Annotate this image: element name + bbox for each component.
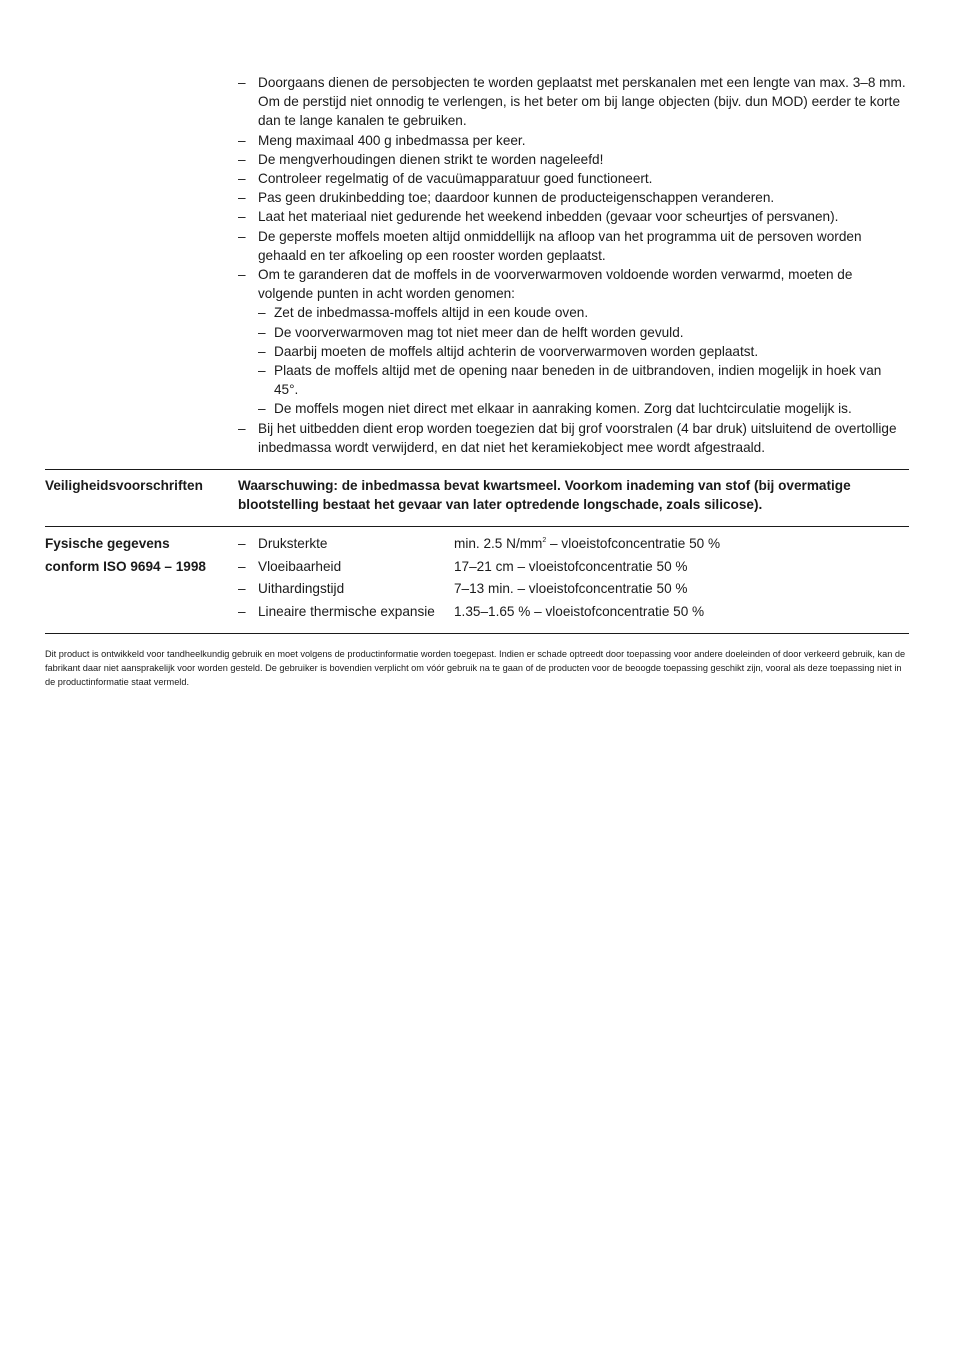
list-item: – Om te garanderen dat de moffels in de voorverwarmoven voldoende worden verwarmd, moeten de volgende punten in acht worden genomen: – Zet de inbedmassa-moffels altijd in een koude oven. – De voorverwarmoven mag tot niet meer dan de helft worden gevuld. – Daarbij moeten de moffels altijd achterin de voorverwarmoven worden geplaatst. – Plaats de moffels altijd met de opening naar beneden in de uitbrandoven, indien mogelijk in hoek van 45°. – De moffels mogen niet direct met elkaar in aanraking komen. Zorg dat luchtcirculatie mogelijk is. xyxy=(238,265,909,419)
list-item: – De geperste moffels moeten altijd onmiddellijk na afloop van het programma uit de persoven worden gehaald en ter afkoeling op een rooster worden geplaatst. xyxy=(238,228,862,263)
list-item: – Doorgaans dienen de persobjecten te worden geplaatst met perskanalen met een lengte van max. 3–8 mm. Om de perstijd niet onnodig te verlengen, is het beter om bij lange objecten (bijv. dun MOD) eerder te korte dan te lange kanalen te gebruiken. xyxy=(238,75,906,129)
property-row: – Vloeibaarheid 17–21 cm – vloeistofconcentratie 50 % xyxy=(238,556,909,578)
property-value: 1.35–1.65 % – vloeistofconcentratie 50 % xyxy=(454,603,705,619)
instruction-list xyxy=(238,73,909,457)
property-row: – Lineaire thermische expansie 1.35–1.65 % – vloeistofconcentratie 50 % xyxy=(238,601,909,623)
property-value: min. 2.5 $N/mm^2$ – vloeistofconcentratie 50 % xyxy=(454,536,721,552)
document-page xyxy=(45,73,909,689)
list-item: – Pas geen drukinbedding toe; daardoor kunnen de producteigenschappen veranderen. xyxy=(238,190,775,206)
list-item: – Controleer regelmatig of de vacuümapparatuur goed functioneert. xyxy=(238,171,653,187)
safety-label: Veiligheidsvoorschriften xyxy=(45,478,203,494)
property-row: – Uithardingstijd 7–13 min. – vloeistofconcentratie 50 % xyxy=(238,578,909,600)
sub-list-item: – Daarbij moeten de moffels altijd achterin de voorverwarmoven worden geplaatst. xyxy=(258,343,759,359)
property-row: – Druksterkte min. 2.5 $N/mm^2$ – vloeistofconcentratie 50 % xyxy=(238,533,909,555)
property-name: Lineaire thermische expansie xyxy=(258,603,435,619)
property-name: Druksterkte xyxy=(258,536,328,552)
property-value: 7–13 min. – vloeistofconcentratie 50 % xyxy=(454,581,688,597)
sub-list-item: – De moffels mogen niet direct met elkaar in aanraking komen. Zorg dat luchtcirculatie mogelijk is. xyxy=(258,401,852,417)
sub-list-item: – De voorverwarmoven mag tot niet meer dan de helft worden gevuld. xyxy=(258,324,684,340)
list-item: – Laat het materiaal niet gedurende het weekend inbedden (gevaar voor scheurtjes of persvanen). xyxy=(238,209,839,225)
physical-properties xyxy=(238,533,909,633)
sub-list-item: – Zet de inbedmassa-moffels altijd in een koude oven. xyxy=(258,305,589,321)
property-value: 17–21 cm – vloeistofconcentratie 50 % xyxy=(454,558,688,574)
physical-section xyxy=(45,527,909,633)
safety-warning: Waarschuwing: de inbedmassa bevat kwartsmeel. Voorkom inademing van stof (bij overmatige blootstelling bestaat het gevaar van later optredende longschade, zoals silicose). xyxy=(238,478,851,513)
safety-section xyxy=(45,470,909,526)
sub-instruction-list xyxy=(258,303,909,418)
list-item: – Meng maximaal 400 g inbedmassa per keer. xyxy=(238,132,526,148)
disclaimer: Dit product is ontwikkeld voor tandheelkundig gebruik en moet volgens de productinformatie worden toegepast. Indien er schade optreedt door toepassing voor andere doeleinden of door verkeerd gebruik, kan de fabrikant daar niet aansprakelijk voor worden gesteld. De gebruiker is bovendien verplicht om vóór gebruik na te gaan of de producten voor de beoogde toepassing geschikt zijn, vooral als deze toepassing niet in de productinformatie staat vermeld. xyxy=(45,649,906,688)
sub-list-item: – Plaats de moffels altijd met de opening naar beneden in de uitbrandoven, indien mogelijk in hoek van 45°. xyxy=(258,363,882,398)
list-item: – De mengverhoudingen dienen strikt te worden nageleefd! xyxy=(238,151,604,167)
property-name: Uithardingstijd xyxy=(258,581,345,597)
list-item: – Bij het uitbedden dient erop worden toegezien dat bij grof voorstralen (4 bar druk) uitsluitend de overtollige inbedmassa wordt verwijderd, en dat niet het keramiekobject mee wordt afgestraald. xyxy=(238,420,897,455)
property-name: Vloeibaarheid xyxy=(258,558,342,574)
physical-label: Fysische gegevens conform ISO 9694 – 1998 xyxy=(45,536,206,574)
